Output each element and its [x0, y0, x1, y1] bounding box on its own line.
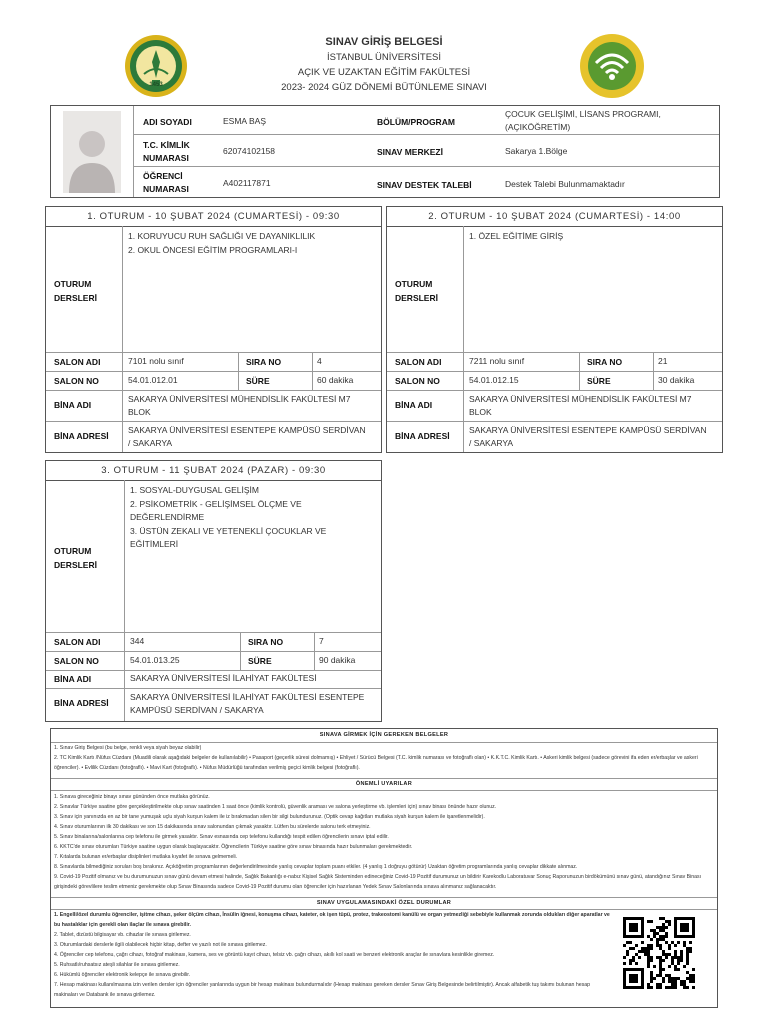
program-line-2: (AÇIKÖĞRETİM) [505, 122, 571, 132]
exam-center: Sakarya 1.Bölge [505, 146, 568, 156]
special-item: 5. Ruhsatlı/ruhsatsız ateşli silahlar ile sınava girilemez. [54, 962, 180, 968]
session-1-bina-adresi-2: / SAKARYA [128, 438, 173, 448]
session-2-bina-adresi-1: SAKARYA ÜNİVERSİTESİ ESENTEPE KAMPÜSÜ SERDİVAN [469, 425, 707, 435]
required-doc-item: 2. TC Kimlik Kartı /Nüfus Cüzdanı (Muadili olarak aşağıdaki belgeler de kullanılabilir) • Pasaport (geçerlik süresi dolmamış) • Ehliyet / Sürücü Belgesi (T.C. kimlik numarası ve fotoğraflı olan) • K.K.T.C. Kimlik Kartı. • Askeri kimlik belgesi (sadece görevini ifa eden er/erbaşlar ve askeri öğrenciler). • Evlilik Cüzdanı (fotoğraflı). • Mavi Kart (fotoğraflı). • Nüfus Müdürlüğü tarafından verilmiş geçici kimlik belgesi (fotoğraflı). [54, 755, 698, 771]
session-3-salon-no-label: SALON NO [54, 656, 99, 666]
faculty-name: AÇIK VE UZAKTAN EĞİTİM FAKÜLTESİ [297, 67, 471, 78]
session-1-bina-adi-2: BLOK [128, 407, 151, 417]
session-3-bina-adi-1: SAKARYA ÜNİVERSİTESİ İLAHİYAT FAKÜLTESİ [130, 673, 317, 683]
tc-label-1: T.C. KİMLİK [143, 140, 190, 150]
special-item: 2. Tablet, dizüstü bilgisayar vb. cihazlar ile sınava girilemez. [54, 932, 191, 938]
student-number: A402117871 [223, 178, 271, 188]
session-2-bina-adi-1: SAKARYA ÜNİVERSİTESİ MÜHENDİSLİK FAKÜLTESİ M7 [469, 394, 692, 404]
university-name: İSTANBUL ÜNİVERSİTESİ [326, 52, 442, 63]
required-docs-heading: SINAVA GİRMEK İÇİN GEREKEN BELGELER [319, 732, 449, 738]
session-3-salon-adi-label: SALON ADI [54, 637, 101, 647]
special-item: 6. Hükümlü öğrenciler elektronik kelepçe ile sınava girebilir. [54, 972, 191, 978]
seal-year: 1453 [149, 82, 163, 88]
program-line-1: ÇOCUK GELİŞİMİ, LİSANS PROGRAMI, [505, 109, 661, 119]
session-2-title: 2. OTURUM - 10 ŞUBAT 2024 (CUMARTESİ) - 14:00 [387, 207, 722, 227]
support-value: Destek Talebi Bulunmamaktadır [505, 179, 625, 189]
student-no-label-2: NUMARASI [143, 184, 189, 194]
warning-item: 6. KKTC'de sınav oturumları Türkiye saatine uygun olarak başlayacaktır. Öğrencilerin Türkiye saatine göre sınav binasında hazır bulunmaları gerekmektedir. [54, 844, 413, 850]
session-1-course-2: 2. OKUL ÖNCESİ EĞİTİM PROGRAMLARI-I [128, 245, 298, 255]
session-1-course-1: 1. KORUYUCU RUH SAĞLIĞI VE DAYANIKLILIK [128, 231, 316, 241]
session-3-title: 3. OTURUM - 11 ŞUBAT 2024 (PAZAR) - 09:30 [46, 461, 381, 481]
session-3-course-2: 2. PSİKOMETRİK - GELİŞİMSEL ÖLÇME VE [130, 499, 302, 509]
qr-code [623, 917, 695, 989]
session-1-title: 1. OTURUM - 10 ŞUBAT 2024 (CUMARTESİ) - 09:30 [46, 207, 381, 227]
special-heading: SINAV UYGULAMASINDAKİ ÖZEL DURUMLAR [316, 900, 452, 906]
session-1-box [45, 206, 382, 453]
warnings-heading: ÖNEMLİ UYARILAR [355, 781, 413, 787]
tc-label-2: NUMARASI [143, 153, 189, 163]
session-1-bina-adresi-1: SAKARYA ÜNİVERSİTESİ ESENTEPE KAMPÜSÜ SERDİVAN [128, 425, 366, 435]
session-3-course-3: 3. ÜSTÜN ZEKALI VE YETENEKLİ ÇOCUKLAR VE [130, 526, 327, 536]
session-3-box [45, 460, 382, 722]
session-3-sira-no: 7 [319, 636, 324, 646]
session-2-salon-no-label: SALON NO [395, 376, 440, 386]
session-3-courses-label-1: OTURUM [54, 546, 92, 556]
session-1-salon-adi: 7101 nolu sınıf [128, 356, 184, 366]
session-3-salon-no: 54.01.013.25 [130, 655, 180, 665]
session-1-sure: 60 dakika [317, 375, 354, 385]
warning-item: 3. Sınav için yanınızda en az bir tane yumuşak uçlu siyah kurşun kalem ile iz bırakmadan silen bir silgi bulundurunuz. (Optik cevap kağıtları mutlaka siyah kurşun kalem ile işaretlenmelidir). [54, 814, 485, 820]
warning-item: 1. Sınava gireceğiniz binayı sınav gününden önce mutlaka görünüz. [54, 794, 210, 800]
info-box [50, 728, 718, 1008]
session-2-sira-no: 21 [658, 356, 668, 366]
session-2-bina-adresi-2: / SAKARYA [469, 438, 514, 448]
program-label: BÖLÜM/PROGRAM [377, 117, 455, 127]
warning-item: 2. Sınavlar Türkiye saatine göre gerçekleştirilmekte olup sınav saatinden 1 saat önce (kimlik kontrolü, güvenlik araması ve salona yerleştirme vb. işlemleri için) sınav binası önünde hazır olunuz. [54, 804, 497, 810]
name-label: ADI SOYADI [143, 117, 192, 127]
session-2-bina-adi-label: BİNA ADI [395, 400, 433, 410]
special-item: 4. Öğrenciler cep telefonu, çağrı cihazı, fotoğraf makinası, kamera, ses ve görüntü kayıt cihazı, telsiz vb. çağrı cihazı, akıllı kol saati ve benzeri elektronik araçlar ile sınavlara kesinlikle giremez. [54, 952, 495, 958]
session-2-courses-label-2: DERSLERİ [395, 293, 438, 303]
exam-center-label: SINAV MERKEZİ [377, 147, 443, 157]
session-1-sira-no: 4 [317, 356, 322, 366]
session-1-salon-no: 54.01.012.01 [128, 375, 178, 385]
warning-item: 8. Sınavlarda bilmediğiniz soruları boş bırakınız. Açıköğretim programlarının değerlendirilmesinde yanlış cevaplar toplam puanı etkiler. (4 yanlış 1 doğruyu götürür) Uzaktan öğretim programlarında yanlış cevaplar dikkate alınmaz. [54, 864, 578, 870]
student-no-label-1: ÖĞRENCİ [143, 171, 183, 181]
support-label: SINAV DESTEK TALEBİ [377, 180, 472, 190]
warning-item: 4. Sınav oturumlarının ilk 30 dakikası ve son 15 dakikasında sınav salonundan çıkmak yasaktır. Lütfen bu sürelerde salonu terk etmeyiniz. [54, 824, 371, 830]
session-1-salon-no-label: SALON NO [54, 376, 99, 386]
session-3-course-3-cont: EĞİTİMLERİ [130, 539, 179, 549]
session-3-sure: 90 dakika [319, 655, 356, 665]
student-info-box [50, 105, 720, 198]
session-1-bina-adresi-label: BİNA ADRESİ [54, 431, 109, 441]
session-3-bina-adi-label: BİNA ADI [54, 674, 92, 684]
warning-item: 5. Sınav binalarına/salonlarına cep telefonu ile girmek yasaktır. Sınav esnasında cep telefonu kullandığı tespit edilen öğrencilerin sınavı iptal edilir. [54, 834, 389, 840]
session-1-bina-adi-1: SAKARYA ÜNİVERSİTESİ MÜHENDİSLİK FAKÜLTESİ M7 [128, 394, 351, 404]
session-1-courses-label-1: OTURUM [54, 279, 92, 289]
session-3-salon-adi: 344 [130, 636, 145, 646]
required-doc-item: 1. Sınav Giriş Belgesi (bu belge, renkli veya siyah beyaz olabilir) [54, 745, 202, 751]
special-item: 1. Engelli/özel durumlu öğrenciler, işitme cihazı, şeker ölçüm cihazı, İnsülin iğnesi, konuşma cihazı, kateter, ok işen tüpü, protez, trakeostomi kanülü ve organ yetmezliği sebebiyle kullanmak zorunda oldukları diğer aparatlar ve bu hastalıklar için gerekli olan ilaçlar ile sınava girebilir. [54, 912, 610, 928]
session-2-courses-label-1: OTURUM [395, 279, 433, 289]
tc-number: 62074102158 [223, 146, 276, 156]
session-2-sure: 30 dakika [658, 375, 695, 385]
session-1-sira-no-label: SIRA NO [246, 357, 282, 367]
student-photo [63, 111, 121, 193]
session-3-bina-adresi-label: BİNA ADRESİ [54, 698, 109, 708]
session-2-salon-adi-label: SALON ADI [395, 357, 442, 367]
session-2-course-1: 1. ÖZEL EĞİTİME GİRİŞ [469, 231, 564, 241]
warning-item: 9. Covid-19 Pozitif olmanız ve bu durumunuzun sınav günü devam etmesi halinde, Sağlık Bakanlığı e-nabız Kişisel Sağlık Sisteminden edineceğiniz Covid-19 Pozitif durumunuz un bildirir Karekodlu Laboratuvar Sonuç Raporunuzun birdökümünü sınav günü, atandığınız Sınav Binası girişindeki görevlilere teslim etmeniz gerekmekte olup Sınav Binasında sadece Covid-19 Pozitif durumu olan öğrenciler için hazırlanan Yedek Sınav Salonlarında sınava alınmanız sağlanacaktır. [54, 874, 702, 890]
session-3-course-2-cont: DEĞERLENDİRME [130, 512, 205, 522]
session-3-bina-adresi-2: KAMPÜSÜ SERDİVAN / SAKARYA [130, 705, 264, 715]
session-3-course-1: 1. SOSYAL-DUYGUSAL GELİŞİM [130, 485, 259, 495]
session-3-sure-label: SÜRE [248, 656, 272, 666]
session-3-bina-adresi-1: SAKARYA ÜNİVERSİTESİ İLAHİYAT FAKÜLTESİ ESENTEPE [130, 692, 365, 702]
session-1-sure-label: SÜRE [246, 376, 270, 386]
session-2-bina-adresi-label: BİNA ADRESİ [395, 431, 450, 441]
session-2-sure-label: SÜRE [587, 376, 611, 386]
session-3-courses-label-2: DERSLERİ [54, 560, 97, 570]
student-name: ESMA BAŞ [223, 116, 266, 126]
session-1-bina-adi-label: BİNA ADI [54, 400, 92, 410]
session-2-box [386, 206, 723, 453]
special-item: 7. Hesap makinası kullanılmasına izin verilen dersler için öğrenciler yanlarında uygun bir hesap makinası bulundurmalıdır (Hesap makinası gereken dersler Sınav Giriş Belgesinde belirtilmiştir). Ancak alfabetik tuş takımı bulunan hesap makinaları ve Databank ile sınava girilemez. [54, 982, 591, 998]
session-1-courses-label-2: DERSLERİ [54, 293, 97, 303]
special-item: 3. Oturumlardaki derslerle ilgili olabilecek hiçbir kitap, defter ve yazılı not ile sınava girilemez. [54, 942, 267, 948]
session-2-salon-adi: 7211 nolu sınıf [469, 356, 525, 366]
warning-item: 7. Kıtalarda bulunan er/erbaşlar disiplinleri mutlaka kıyafet ile sınava gelmemeli. [54, 854, 238, 860]
session-3-sira-no-label: SIRA NO [248, 637, 284, 647]
session-1-salon-adi-label: SALON ADI [54, 357, 101, 367]
session-2-sira-no-label: SIRA NO [587, 357, 623, 367]
document-title: SINAV GİRİŞ BELGESİ [325, 36, 443, 48]
session-2-salon-no: 54.01.012.15 [469, 375, 519, 385]
exam-period: 2023- 2024 GÜZ DÖNEMİ BÜTÜNLEME SINAVI [281, 82, 487, 93]
session-2-bina-adi-2: BLOK [469, 407, 492, 417]
